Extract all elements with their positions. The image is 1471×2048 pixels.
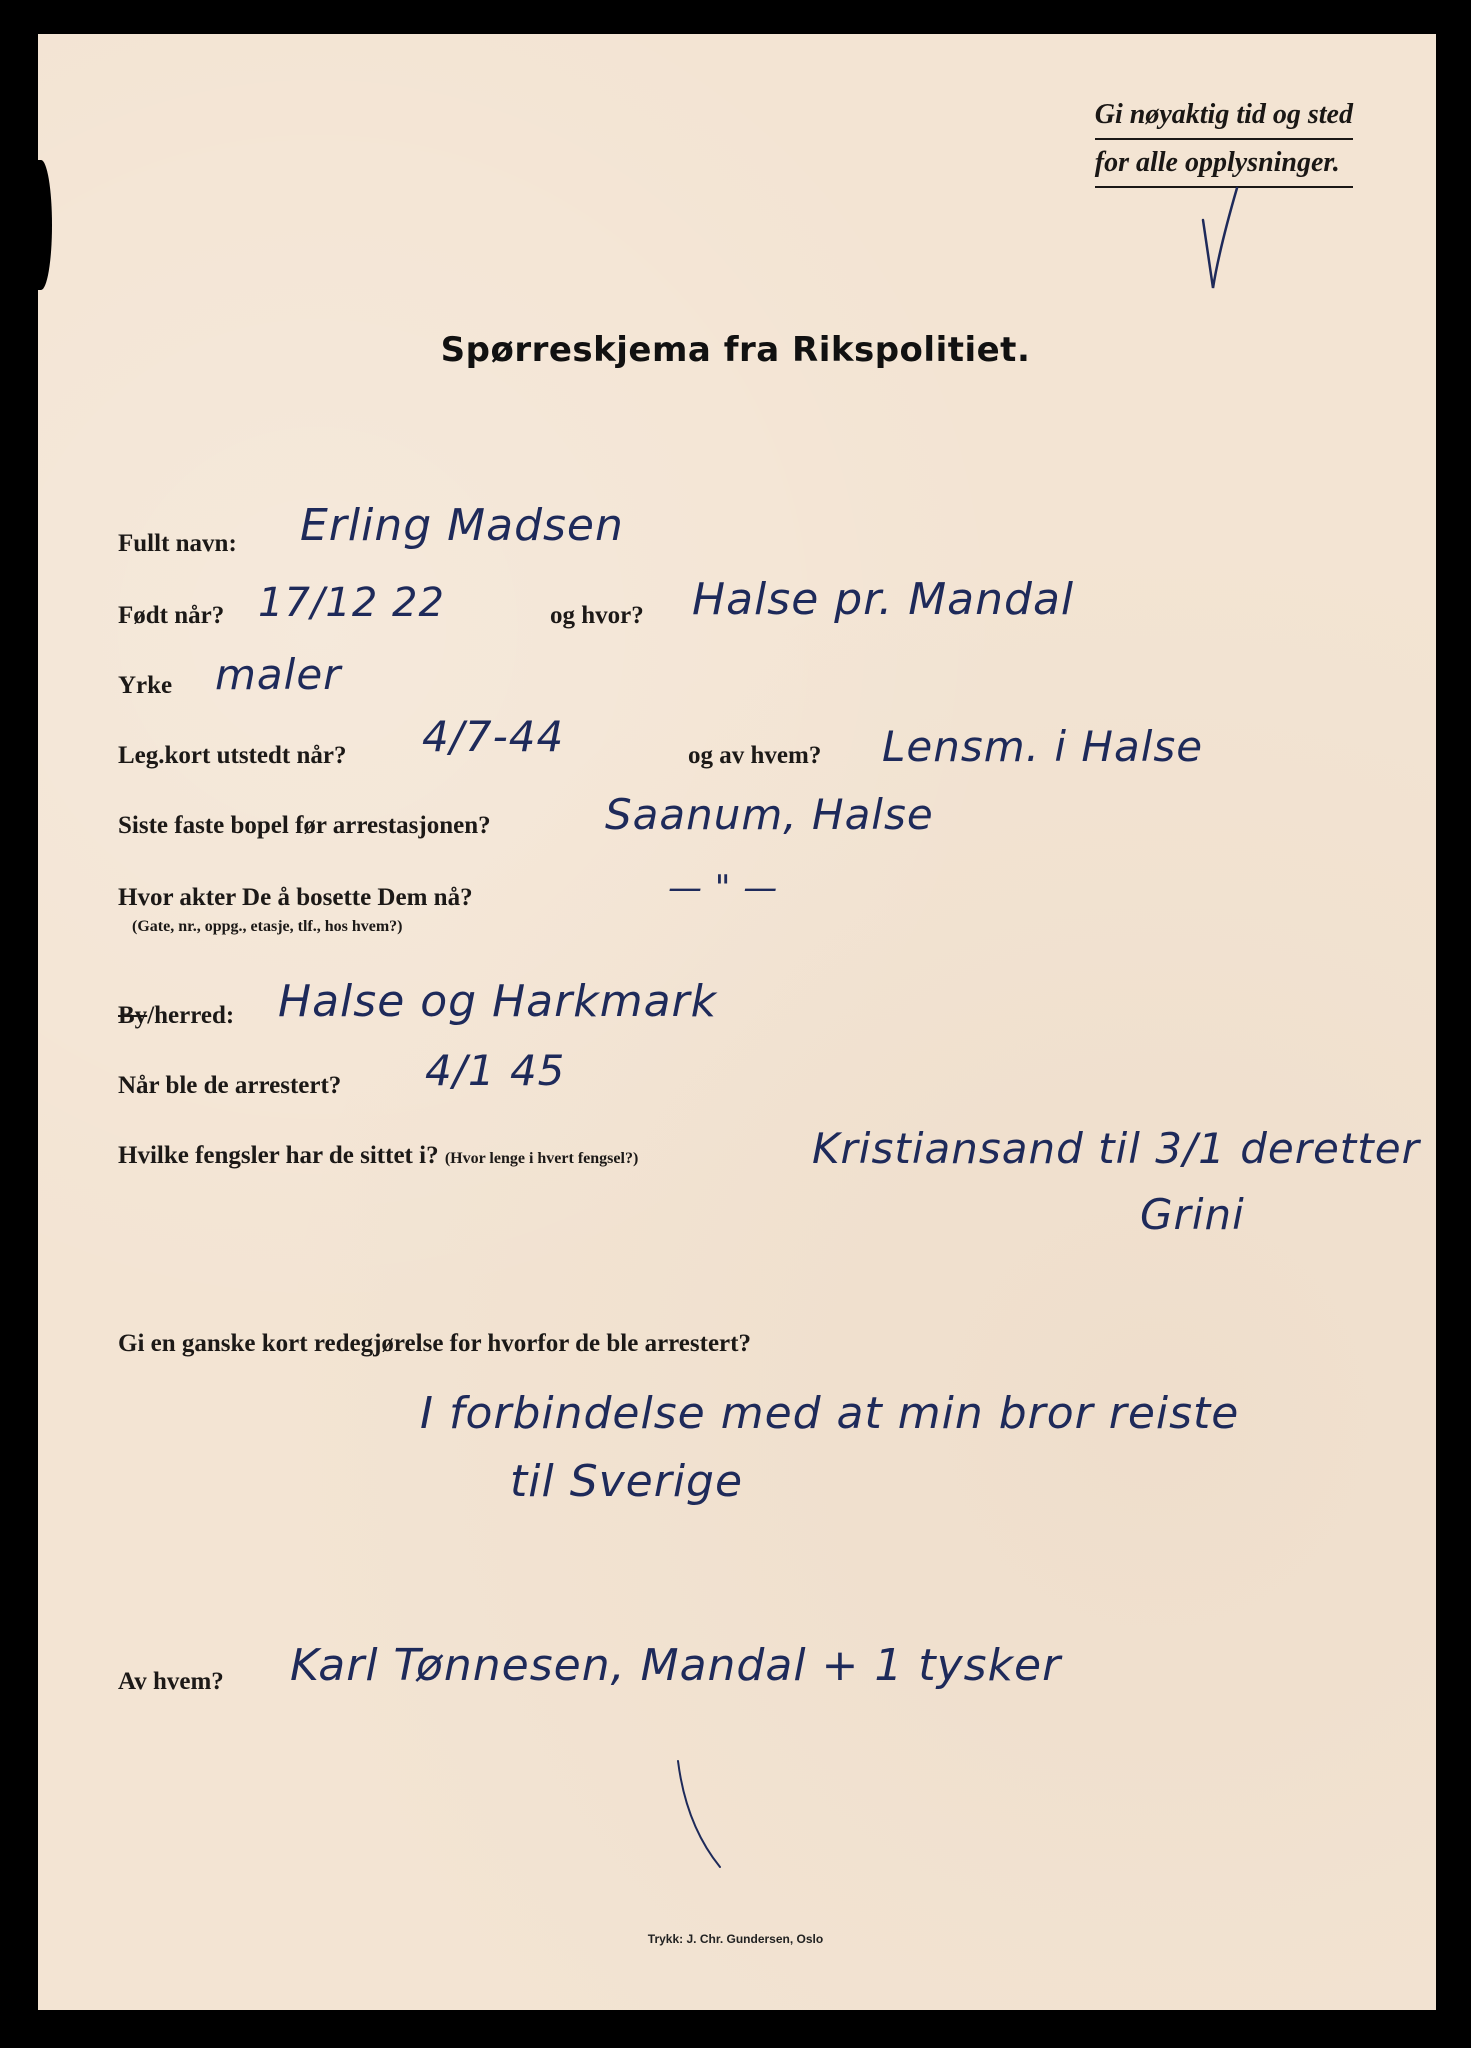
residence-value: Saanum, Halse	[605, 790, 934, 839]
born-value: 17/12 22	[258, 580, 445, 626]
instruction-note	[1095, 92, 1353, 188]
idcard-issuer-value: Lensm. i Halse	[882, 722, 1204, 771]
check-mark	[1195, 180, 1245, 300]
municipality-label	[118, 1002, 234, 1030]
instruction-note-line-1: Gi nøyaktig tid og sted	[1095, 92, 1353, 140]
reason-value-line-1: I forbindelse med at min bror reiste	[420, 1388, 1240, 1439]
arrested-label: Når ble de arrestert?	[118, 1072, 342, 1099]
prisons-label-main: Hvilke fengsler har de sittet i?	[118, 1142, 439, 1169]
prisons-sublabel: (Hvor lenge i hvert fengsel?)	[444, 1150, 639, 1167]
bywhom-value: Karl Tønnesen, Mandal + 1 tysker	[290, 1640, 1062, 1691]
born-where-value: Halse pr. Mandal	[692, 574, 1075, 625]
arrested-value: 4/1 45	[425, 1046, 566, 1095]
born-where-label: og hvor?	[550, 602, 644, 629]
idcard-value: 4/7-44	[422, 712, 565, 761]
full-name-label: Fullt navn:	[118, 530, 237, 557]
torn-edge	[30, 160, 52, 290]
occupation-label: Yrke	[118, 672, 173, 699]
prisons-label	[118, 1142, 638, 1170]
reason-label: Gi en ganske kort redegjørelse for hvorfor de ble arrestert?	[118, 1330, 751, 1357]
idcard-label: Leg.kort utstedt når?	[118, 742, 347, 769]
full-name-value: Erling Madsen	[300, 500, 624, 551]
reason-value-line-2: til Sverige	[510, 1456, 744, 1507]
instruction-note-line-2: for alle opplysninger.	[1095, 140, 1353, 188]
born-label: Født når?	[118, 602, 225, 629]
printer-imprint: Trykk: J. Chr. Gundersen, Oslo	[647, 1932, 824, 1946]
municipality-label-struck: By	[118, 1002, 148, 1029]
prisons-value-line-2: Grini	[1140, 1190, 1245, 1239]
prisons-value-line-1: Kristiansand til 3/1 deretter	[812, 1124, 1420, 1173]
settle-value: — " —	[668, 868, 779, 908]
municipality-value: Halse og Harkmark	[278, 976, 718, 1027]
form-title: Spørreskjema fra Rikspolitiet.	[440, 330, 1031, 370]
settle-label: Hvor akter De å bosette Dem nå?	[118, 884, 473, 911]
pen-stroke	[670, 1755, 730, 1875]
bywhom-label: Av hvem?	[118, 1668, 224, 1695]
residence-label: Siste faste bopel før arrestasjonen?	[118, 812, 491, 839]
idcard-issuer-label: og av hvem?	[688, 742, 822, 769]
settle-sublabel: (Gate, nr., oppg., etasje, tlf., hos hvem?)	[132, 918, 403, 935]
occupation-value: maler	[215, 650, 342, 699]
municipality-label-rest: /herred:	[147, 1002, 235, 1029]
